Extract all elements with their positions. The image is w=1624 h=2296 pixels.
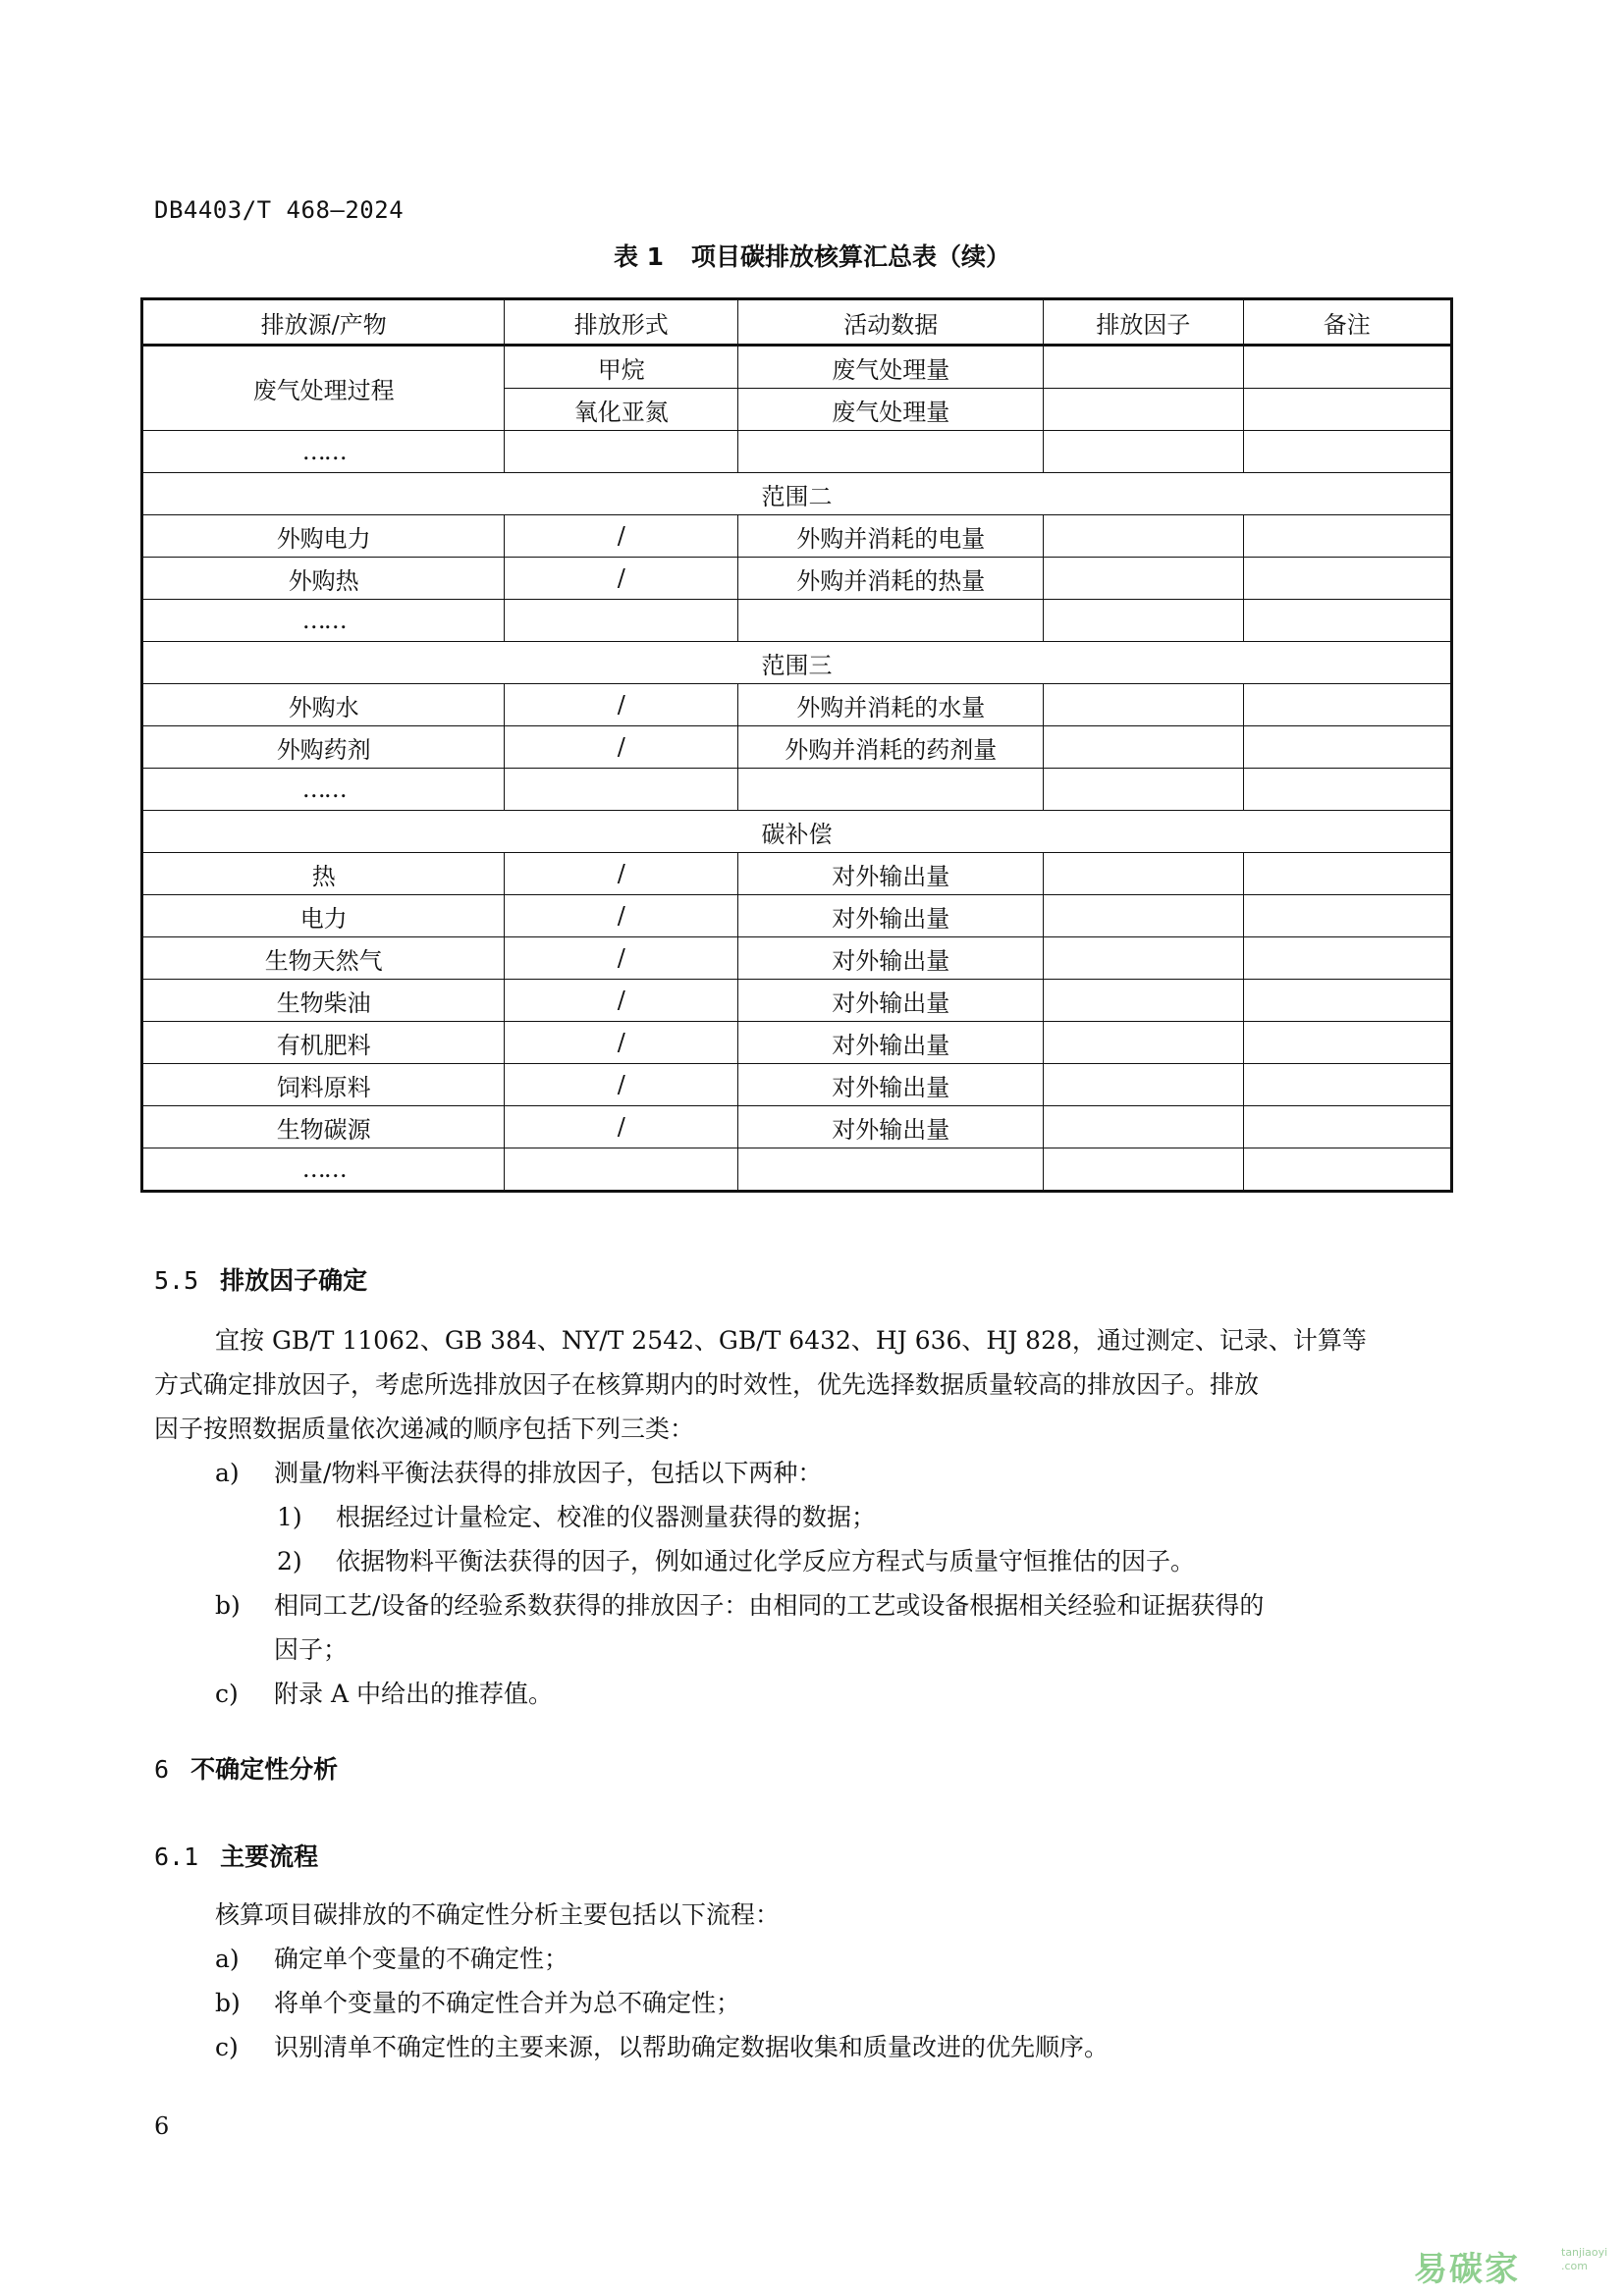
table-row [142, 980, 1452, 1022]
form-cell: / [505, 726, 738, 769]
paragraph-line: 方式确定排放因子，考虑所选排放因子在核算期内的时效性，优先选择数据质量较高的排放因子。排放 [154, 1370, 1260, 1399]
list-item [215, 2025, 1452, 2069]
column-header: 排放因子 [1044, 299, 1243, 346]
table-row [142, 1106, 1452, 1148]
list-item [215, 1672, 1452, 1716]
empty-cell [1243, 1148, 1451, 1192]
scope-row [142, 473, 1452, 515]
table-row [142, 726, 1452, 769]
list-marker: c) [215, 1680, 239, 1708]
scope-row [142, 642, 1452, 684]
empty-cell [738, 769, 1044, 811]
note-cell [1243, 853, 1451, 895]
form-cell: / [505, 937, 738, 980]
list-item [215, 1451, 1452, 1495]
list-item [215, 1583, 1452, 1672]
table-row [142, 684, 1452, 726]
section-number: 6 [154, 1755, 170, 1784]
section-title: 不确定性分析 [190, 1755, 339, 1784]
activity-cell: 废气处理量 [738, 389, 1044, 431]
form-cell: / [505, 1106, 738, 1148]
table-row [142, 1148, 1452, 1192]
activity-cell: 对外输出量 [738, 1064, 1044, 1106]
factor-cell [1044, 684, 1243, 726]
note-cell [1243, 726, 1451, 769]
form-cell: / [505, 853, 738, 895]
activity-cell: 废气处理量 [738, 346, 1044, 389]
source-cell: 外购水 [142, 684, 505, 726]
source-cell: 外购药剂 [142, 726, 505, 769]
activity-cell: 对外输出量 [738, 980, 1044, 1022]
empty-cell [505, 431, 738, 473]
factor-cell [1044, 346, 1243, 389]
form-cell: / [505, 515, 738, 558]
factor-cell [1044, 726, 1243, 769]
scope-label: 碳补偿 [142, 811, 1452, 853]
table-row [142, 1064, 1452, 1106]
empty-cell [1044, 600, 1243, 642]
scope-label: 范围三 [142, 642, 1452, 684]
source-cell: 废气处理过程 [142, 346, 505, 431]
section-title: 排放因子确定 [220, 1266, 368, 1295]
table-row [142, 769, 1452, 811]
list-text: 相同工艺/设备的经验系数获得的排放因子：由相同的工艺或设备根据相关经验和证据获得的 [274, 1591, 1265, 1620]
empty-cell [1044, 769, 1243, 811]
factor-cell [1044, 558, 1243, 600]
note-cell [1243, 558, 1451, 600]
factor-cell [1044, 515, 1243, 558]
ellipsis-cell: …… [142, 431, 505, 473]
form-cell: / [505, 558, 738, 600]
list-marker: b) [215, 1591, 241, 1620]
empty-cell [505, 769, 738, 811]
table-row [142, 346, 1452, 389]
list-text: 依据物料平衡法获得的因子，例如通过化学反应方程式与质量守恒推估的因子。 [336, 1547, 1196, 1575]
list-text: 根据经过计量检定、校准的仪器测量获得的数据； [336, 1503, 877, 1531]
table-row [142, 937, 1452, 980]
form-cell: / [505, 1022, 738, 1064]
form-cell: / [505, 684, 738, 726]
note-cell [1243, 1106, 1451, 1148]
table-row [142, 853, 1452, 895]
emission-summary-table [140, 297, 1453, 1193]
source-cell: 热 [142, 853, 505, 895]
table-header-row [142, 299, 1452, 346]
document-code: DB4403/T 468—2024 [154, 196, 405, 224]
list-text-continued: 因子； [274, 1635, 349, 1664]
note-cell [1243, 937, 1451, 980]
table-row [142, 558, 1452, 600]
column-header: 排放形式 [505, 299, 738, 346]
empty-cell [1044, 431, 1243, 473]
table-row [142, 1022, 1452, 1064]
list-text: 确定单个变量的不确定性； [274, 1945, 569, 1973]
list-item [215, 1937, 1452, 1981]
source-cell: 饲料原料 [142, 1064, 505, 1106]
watermark-domain-line1: tanjiaoyi [1561, 2246, 1608, 2259]
activity-cell: 对外输出量 [738, 1022, 1044, 1064]
factor-cell [1044, 1106, 1243, 1148]
activity-cell: 外购并消耗的药剂量 [738, 726, 1044, 769]
ellipsis-cell: …… [142, 1148, 505, 1192]
ellipsis-cell: …… [142, 600, 505, 642]
list-item [215, 1981, 1452, 2025]
list-text: 附录 A 中给出的推荐值。 [274, 1680, 553, 1708]
empty-cell [738, 431, 1044, 473]
list-item [277, 1495, 1452, 1539]
list-text: 识别清单不确定性的主要来源，以帮助确定数据收集和质量改进的优先顺序。 [274, 2033, 1110, 2061]
activity-cell: 对外输出量 [738, 937, 1044, 980]
note-cell [1243, 515, 1451, 558]
source-cell: 生物天然气 [142, 937, 505, 980]
scope-label: 范围二 [142, 473, 1452, 515]
empty-cell [505, 1148, 738, 1192]
watermark-domain [1561, 2246, 1607, 2273]
list-marker: a) [215, 1459, 240, 1487]
list-marker: 2) [277, 1547, 302, 1575]
factor-cell [1044, 937, 1243, 980]
activity-cell: 对外输出量 [738, 1106, 1044, 1148]
section-title: 主要流程 [220, 1842, 319, 1871]
column-header: 备注 [1243, 299, 1451, 346]
factor-cell [1044, 853, 1243, 895]
source-cell: 外购电力 [142, 515, 505, 558]
factor-cell [1044, 980, 1243, 1022]
table-row [142, 431, 1452, 473]
activity-cell: 外购并消耗的热量 [738, 558, 1044, 600]
scope-row [142, 811, 1452, 853]
empty-cell [738, 600, 1044, 642]
factor-cell [1044, 895, 1243, 937]
note-cell [1243, 389, 1451, 431]
section-number: 5.5 [154, 1266, 199, 1295]
table-row [142, 600, 1452, 642]
section-number: 6.1 [154, 1842, 199, 1871]
empty-cell [505, 600, 738, 642]
form-cell: / [505, 1064, 738, 1106]
section-heading-5-5 [154, 1261, 367, 1297]
note-cell [1243, 980, 1451, 1022]
empty-cell [738, 1148, 1044, 1192]
page-number: 6 [154, 2112, 170, 2140]
list-marker: 1) [277, 1503, 302, 1531]
form-cell: 甲烷 [505, 346, 738, 389]
empty-cell [1243, 431, 1451, 473]
section-heading-6 [154, 1750, 338, 1786]
source-cell: 电力 [142, 895, 505, 937]
source-cell: 生物柴油 [142, 980, 505, 1022]
empty-cell [1243, 600, 1451, 642]
list-text: 将单个变量的不确定性合并为总不确定性； [274, 1989, 741, 2017]
activity-cell: 外购并消耗的水量 [738, 684, 1044, 726]
list-marker: b) [215, 1989, 241, 2017]
activity-cell: 对外输出量 [738, 853, 1044, 895]
source-cell: 外购热 [142, 558, 505, 600]
note-cell [1243, 895, 1451, 937]
activity-cell: 对外输出量 [738, 895, 1044, 937]
table-row [142, 895, 1452, 937]
source-cell: 有机肥料 [142, 1022, 505, 1064]
section-heading-6-1 [154, 1838, 318, 1873]
list-item [277, 1539, 1452, 1583]
ellipsis-cell: …… [142, 769, 505, 811]
factor-cell [1044, 1064, 1243, 1106]
table-title-text: 项目碳排放核算汇总表（续） [691, 242, 1011, 271]
list-text: 测量/物料平衡法获得的排放因子，包括以下两种： [274, 1459, 823, 1487]
table-title [0, 238, 1624, 273]
paragraph-line: 因子按照数据质量依次递减的顺序包括下列三类： [154, 1415, 695, 1443]
note-cell [1243, 346, 1451, 389]
list-marker: a) [215, 1945, 240, 1973]
watermark-brand: 易碳家 [1414, 2250, 1520, 2289]
source-cell: 生物碳源 [142, 1106, 505, 1148]
form-cell: 氧化亚氮 [505, 389, 738, 431]
factor-cell [1044, 389, 1243, 431]
empty-cell [1243, 769, 1451, 811]
table-row [142, 515, 1452, 558]
factor-cell [1044, 1022, 1243, 1064]
watermark-logo [1414, 2242, 1608, 2290]
table-number: 表 1 [613, 242, 665, 271]
watermark-domain-line2: .com [1561, 2260, 1588, 2272]
paragraph-line: 宜按 GB/T 11062、GB 384、NY/T 2542、GB/T 6432、HJ 636、HJ 828，通过测定、记录、计算等 [215, 1326, 1367, 1355]
column-header: 排放源/产物 [142, 299, 505, 346]
empty-cell [1044, 1148, 1243, 1192]
form-cell: / [505, 895, 738, 937]
column-header: 活动数据 [738, 299, 1044, 346]
activity-cell: 外购并消耗的电量 [738, 515, 1044, 558]
paragraph-line: 核算项目碳排放的不确定性分析主要包括以下流程： [215, 1900, 781, 1929]
form-cell: / [505, 980, 738, 1022]
note-cell [1243, 1022, 1451, 1064]
list-marker: c) [215, 2033, 239, 2061]
note-cell [1243, 1064, 1451, 1106]
note-cell [1243, 684, 1451, 726]
